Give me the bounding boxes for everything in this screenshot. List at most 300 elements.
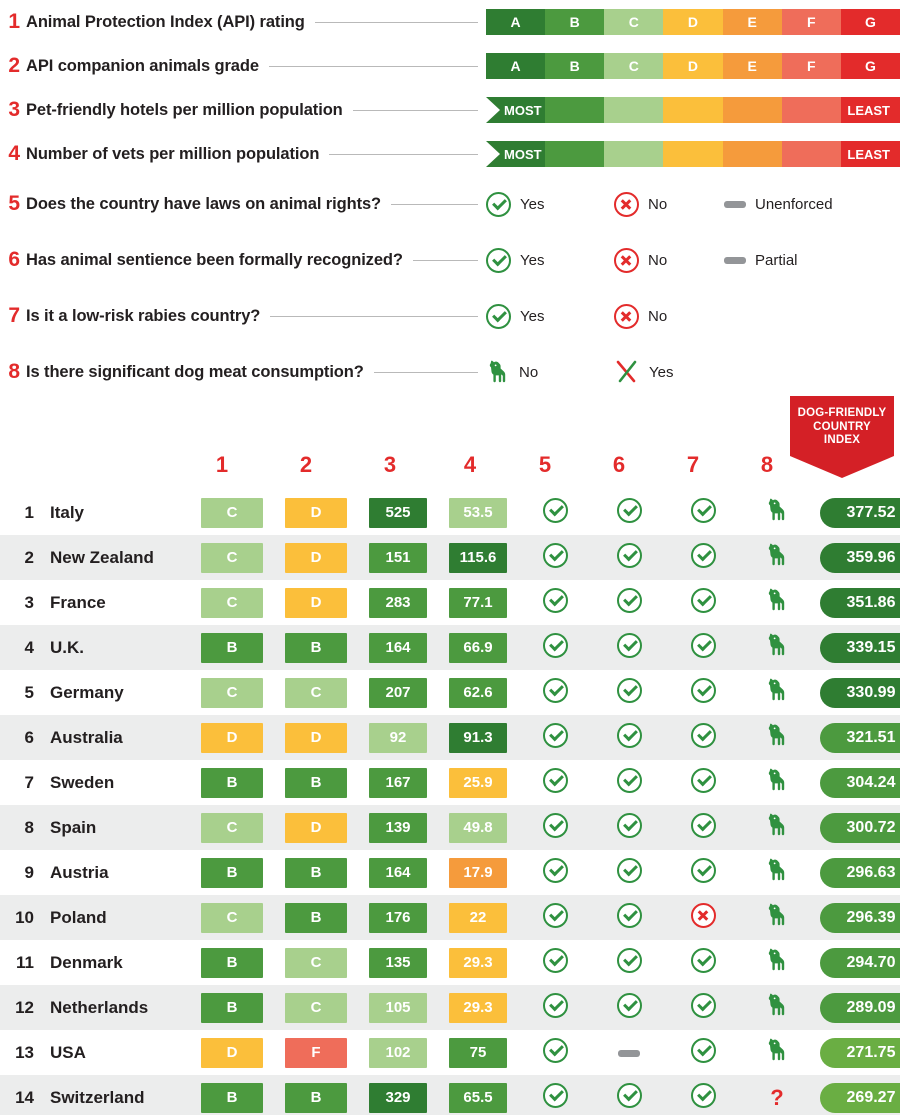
cell-vets: 29.3 <box>438 985 518 1030</box>
cell-vets: 75 <box>438 1030 518 1075</box>
cell-companion-grade: C <box>274 985 358 1030</box>
table-body <box>0 490 900 1115</box>
table-row <box>0 715 900 760</box>
dog-icon <box>765 812 789 838</box>
key-utensils <box>614 359 724 385</box>
cell-api-rating: C <box>190 805 274 850</box>
row-rank: 9 <box>24 862 34 882</box>
column-header-4: 4 <box>463 452 477 477</box>
cell-animal-rights-laws <box>518 805 592 850</box>
dog-icon <box>765 497 789 523</box>
check-circle-icon <box>691 1038 716 1063</box>
legend-rule <box>391 204 478 205</box>
dog-icon <box>765 992 789 1018</box>
check-circle-icon <box>617 858 642 883</box>
cell-dog-meat <box>740 625 814 670</box>
row-country: U.K. <box>50 637 84 657</box>
ramp-cell <box>545 141 604 167</box>
grade-cell-a: A <box>486 53 545 79</box>
cell-rabies <box>666 805 740 850</box>
row-country: France <box>50 592 106 612</box>
cell-pet-hotels: 525 <box>358 490 438 535</box>
check-circle-icon <box>691 678 716 703</box>
badge-line-2: COUNTRY <box>813 420 871 433</box>
legend-row-5 <box>0 176 900 232</box>
cell-dog-meat <box>740 1030 814 1075</box>
key-yes <box>486 192 614 217</box>
dog-icon <box>765 677 789 703</box>
cell-api-rating: B <box>190 1075 274 1115</box>
cell-api-rating: B <box>190 985 274 1030</box>
grade-cell-b: B <box>545 9 604 35</box>
cell-sentience <box>592 850 666 895</box>
legend-row-1 <box>0 0 900 44</box>
column-header-5: 5 <box>538 452 552 477</box>
cell-vets: 49.8 <box>438 805 518 850</box>
dash-icon <box>724 201 746 208</box>
cell-companion-grade: D <box>274 805 358 850</box>
check-circle-icon <box>543 813 568 838</box>
cell-companion-grade: B <box>274 850 358 895</box>
row-rank: 2 <box>24 547 34 567</box>
legend-rule <box>315 22 478 23</box>
key-no <box>614 304 724 329</box>
cell-vets: 65.5 <box>438 1075 518 1115</box>
ramp-cell <box>782 97 841 123</box>
cell-companion-grade: B <box>274 895 358 940</box>
legend-row-4 <box>0 132 900 176</box>
key-label: No <box>519 363 539 381</box>
ramp-cell <box>663 141 722 167</box>
cell-dog-meat <box>740 940 814 985</box>
legend-rule <box>413 260 478 261</box>
cell-animal-rights-laws <box>518 535 592 580</box>
grade-cell-a: A <box>486 9 545 35</box>
row-country: Denmark <box>50 952 123 972</box>
check-circle-icon <box>543 903 568 928</box>
legend-rule <box>270 316 478 317</box>
key-group-5 <box>486 192 900 217</box>
row-country: Germany <box>50 682 124 702</box>
table-row <box>0 940 900 985</box>
column-header-8: 8 <box>760 452 774 477</box>
cell-sentience <box>592 1030 666 1075</box>
check-circle-icon <box>617 498 642 523</box>
cell-vets: 17.9 <box>438 850 518 895</box>
check-circle-icon <box>691 633 716 658</box>
row-rank: 5 <box>24 682 34 702</box>
cell-animal-rights-laws <box>518 895 592 940</box>
dog-icon <box>765 632 789 658</box>
ramp-cell <box>663 97 722 123</box>
check-circle-icon <box>617 768 642 793</box>
cell-companion-grade: D <box>274 580 358 625</box>
cell-rabies <box>666 625 740 670</box>
cell-dog-meat <box>740 490 814 535</box>
cell-animal-rights-laws <box>518 490 592 535</box>
grade-cell-g: G <box>841 53 900 79</box>
grade-cell-g: G <box>841 9 900 35</box>
legend-number: 2 <box>8 54 20 77</box>
legend-number: 3 <box>8 98 20 121</box>
cell-index-score: 300.72 <box>814 805 900 850</box>
check-circle-icon <box>543 543 568 568</box>
cell-rabies <box>666 670 740 715</box>
grade-cell-c: C <box>604 9 663 35</box>
badge-line-1: DOG-FRIENDLY <box>797 407 887 419</box>
cell-rabies <box>666 985 740 1030</box>
cell-rabies <box>666 715 740 760</box>
cell-api-rating: B <box>190 940 274 985</box>
row-country: Australia <box>50 727 123 747</box>
cell-dog-meat <box>740 985 814 1030</box>
dog-icon <box>765 767 789 793</box>
key-label: Unenforced <box>755 195 833 213</box>
check-circle-icon <box>691 993 716 1018</box>
ranking-table <box>0 490 900 1115</box>
key-other <box>724 252 798 269</box>
x-circle-icon <box>614 192 639 217</box>
cell-api-rating: C <box>190 670 274 715</box>
legend-row-6 <box>0 232 900 288</box>
cell-dog-meat <box>740 895 814 940</box>
grade-cell-b: B <box>545 53 604 79</box>
dog-friendly-index-badge <box>790 396 894 478</box>
cell-animal-rights-laws <box>518 625 592 670</box>
cell-animal-rights-laws <box>518 850 592 895</box>
table-row <box>0 760 900 805</box>
ramp-cell <box>782 141 841 167</box>
cell-api-rating: C <box>190 895 274 940</box>
cell-pet-hotels: 105 <box>358 985 438 1030</box>
check-circle-icon <box>543 993 568 1018</box>
check-circle-icon <box>691 948 716 973</box>
row-country: Netherlands <box>50 997 149 1017</box>
check-circle-icon <box>617 678 642 703</box>
cell-animal-rights-laws <box>518 760 592 805</box>
table-row <box>0 985 900 1030</box>
dog-icon <box>765 1037 789 1063</box>
table-row <box>0 490 900 535</box>
cell-dog-meat <box>740 670 814 715</box>
ramp-cell <box>723 97 782 123</box>
cell-index-score: 296.63 <box>814 850 900 895</box>
grade-scale-companion <box>486 53 900 79</box>
cell-pet-hotels: 139 <box>358 805 438 850</box>
grade-cell-d: D <box>663 9 722 35</box>
cell-vets: 62.6 <box>438 670 518 715</box>
legend-number: 4 <box>8 142 20 165</box>
key-group-6 <box>486 248 900 273</box>
check-circle-icon <box>691 813 716 838</box>
cell-index-score: 296.39 <box>814 895 900 940</box>
row-rank: 10 <box>15 907 34 927</box>
cell-sentience <box>592 805 666 850</box>
table-row <box>0 1030 900 1075</box>
cell-api-rating: D <box>190 1030 274 1075</box>
cell-dog-meat <box>740 580 814 625</box>
cell-pet-hotels: 283 <box>358 580 438 625</box>
row-country: USA <box>50 1042 86 1062</box>
key-group-8 <box>486 359 900 385</box>
check-circle-icon <box>486 304 511 329</box>
table-row <box>0 670 900 715</box>
key-label: Yes <box>649 363 674 381</box>
cell-rabies <box>666 1030 740 1075</box>
key-label: Yes <box>520 195 545 213</box>
cell-sentience <box>592 940 666 985</box>
check-circle-icon <box>617 948 642 973</box>
table-row <box>0 1075 900 1115</box>
cell-index-score: 351.86 <box>814 580 900 625</box>
check-circle-icon <box>691 723 716 748</box>
cell-pet-hotels: 164 <box>358 625 438 670</box>
check-circle-icon <box>691 858 716 883</box>
check-circle-icon <box>543 588 568 613</box>
ramp-tag-least: LEAST <box>847 146 890 162</box>
column-header-7: 7 <box>686 452 700 477</box>
legend-row-8 <box>0 344 900 400</box>
cell-sentience <box>592 580 666 625</box>
column-headers <box>0 446 900 490</box>
cell-index-score: 321.51 <box>814 715 900 760</box>
check-circle-icon <box>617 543 642 568</box>
legend-label: Has animal sentience been formally recognized? <box>26 250 403 269</box>
dog-icon <box>765 947 789 973</box>
knife-fork-icon <box>614 359 640 385</box>
check-circle-icon <box>691 768 716 793</box>
row-country: Poland <box>50 907 107 927</box>
ramp-cell <box>723 141 782 167</box>
legend-rule <box>374 372 478 373</box>
cell-companion-grade: F <box>274 1030 358 1075</box>
dash-icon <box>618 1050 640 1057</box>
dog-icon <box>486 359 510 385</box>
cell-index-score: 339.15 <box>814 625 900 670</box>
row-country: Switzerland <box>50 1087 145 1107</box>
check-circle-icon <box>543 768 568 793</box>
legend-number: 5 <box>8 192 20 215</box>
ramp-scale-vets <box>486 141 900 167</box>
check-circle-icon <box>691 588 716 613</box>
cell-sentience <box>592 625 666 670</box>
cell-animal-rights-laws <box>518 1075 592 1115</box>
legend-rule <box>269 66 478 67</box>
key-label: Yes <box>520 251 545 269</box>
check-circle-icon <box>543 1083 568 1108</box>
cell-dog-meat <box>740 1075 814 1115</box>
cell-animal-rights-laws <box>518 670 592 715</box>
cell-companion-grade: B <box>274 625 358 670</box>
legend-label: API companion animals grade <box>26 56 259 75</box>
row-country: Italy <box>50 502 85 522</box>
cell-pet-hotels: 329 <box>358 1075 438 1115</box>
dog-icon <box>765 722 789 748</box>
row-rank: 14 <box>15 1087 34 1107</box>
row-country: Austria <box>50 862 109 882</box>
key-label: No <box>648 307 668 325</box>
check-circle-icon <box>617 588 642 613</box>
legend-row-3 <box>0 88 900 132</box>
cell-rabies <box>666 940 740 985</box>
key-label: No <box>648 251 668 269</box>
ramp-tag-most: MOST <box>504 102 542 118</box>
cell-animal-rights-laws <box>518 580 592 625</box>
row-rank: 3 <box>24 592 34 612</box>
cell-api-rating: C <box>190 535 274 580</box>
grade-scale-api <box>486 9 900 35</box>
check-circle-icon <box>691 1083 716 1108</box>
cell-api-rating: C <box>190 490 274 535</box>
ramp-tag-least: LEAST <box>847 102 890 118</box>
cell-rabies <box>666 850 740 895</box>
row-rank: 7 <box>24 772 34 792</box>
cell-pet-hotels: 92 <box>358 715 438 760</box>
cell-companion-grade: B <box>274 1075 358 1115</box>
key-label: Yes <box>520 307 545 325</box>
check-circle-icon <box>691 498 716 523</box>
check-circle-icon <box>543 948 568 973</box>
cell-rabies <box>666 580 740 625</box>
cell-api-rating: B <box>190 625 274 670</box>
key-other <box>724 196 833 213</box>
legend-number: 1 <box>8 10 20 33</box>
x-circle-icon <box>614 304 639 329</box>
dog-icon <box>765 902 789 928</box>
check-circle-icon <box>617 633 642 658</box>
cell-sentience <box>592 985 666 1030</box>
check-circle-icon <box>543 633 568 658</box>
row-rank: 11 <box>16 952 34 972</box>
cell-index-score: 377.52 <box>814 490 900 535</box>
x-circle-icon <box>691 903 716 928</box>
cell-api-rating: C <box>190 580 274 625</box>
cell-vets: 115.6 <box>438 535 518 580</box>
cell-companion-grade: C <box>274 940 358 985</box>
cell-vets: 22 <box>438 895 518 940</box>
cell-index-score: 330.99 <box>814 670 900 715</box>
cell-companion-grade: D <box>274 715 358 760</box>
legend-number: 8 <box>8 360 20 383</box>
check-circle-icon <box>617 813 642 838</box>
table-row <box>0 535 900 580</box>
row-rank: 6 <box>24 727 34 747</box>
cell-rabies <box>666 535 740 580</box>
legend-label: Is there significant dog meat consumption? <box>26 362 364 381</box>
key-label: No <box>648 195 668 213</box>
badge-body <box>790 396 894 456</box>
cell-sentience <box>592 895 666 940</box>
row-rank: 13 <box>15 1042 34 1062</box>
dog-icon <box>765 587 789 613</box>
key-no <box>614 192 724 217</box>
key-group-7 <box>486 304 900 329</box>
cell-dog-meat <box>740 805 814 850</box>
key-yes <box>486 248 614 273</box>
legend-label: Does the country have laws on animal rights? <box>26 194 382 213</box>
grade-cell-f: F <box>782 9 841 35</box>
cell-pet-hotels: 207 <box>358 670 438 715</box>
cell-index-score: 289.09 <box>814 985 900 1030</box>
cell-sentience <box>592 1075 666 1115</box>
row-rank: 12 <box>15 997 34 1017</box>
legend-row-2 <box>0 44 900 88</box>
cell-companion-grade: D <box>274 535 358 580</box>
row-rank: 1 <box>24 502 34 522</box>
x-circle-icon <box>614 248 639 273</box>
legend-rule <box>329 154 478 155</box>
grade-cell-e: E <box>723 53 782 79</box>
legend-label: Pet-friendly hotels per million population <box>26 100 343 119</box>
check-circle-icon <box>486 248 511 273</box>
cell-sentience <box>592 760 666 805</box>
check-circle-icon <box>691 543 716 568</box>
cell-animal-rights-laws <box>518 1030 592 1075</box>
key-yes <box>486 304 614 329</box>
legend-rule <box>353 110 478 111</box>
cell-pet-hotels: 167 <box>358 760 438 805</box>
ramp-scale-hotels <box>486 97 900 123</box>
cell-api-rating: D <box>190 715 274 760</box>
cell-api-rating: B <box>190 760 274 805</box>
row-country: New Zealand <box>50 547 154 567</box>
cell-rabies <box>666 760 740 805</box>
cell-dog-meat <box>740 760 814 805</box>
cell-index-score: 271.75 <box>814 1030 900 1075</box>
table-row <box>0 895 900 940</box>
row-country: Sweden <box>50 772 115 792</box>
cell-rabies <box>666 1075 740 1115</box>
check-circle-icon <box>543 858 568 883</box>
cell-index-score: 294.70 <box>814 940 900 985</box>
cell-pet-hotels: 102 <box>358 1030 438 1075</box>
table-row <box>0 580 900 625</box>
cell-dog-meat <box>740 535 814 580</box>
cell-vets: 53.5 <box>438 490 518 535</box>
cell-rabies <box>666 490 740 535</box>
column-header-6: 6 <box>612 452 626 477</box>
legend-label: Number of vets per million population <box>26 144 320 163</box>
cell-pet-hotels: 164 <box>358 850 438 895</box>
row-country: Spain <box>50 817 97 837</box>
table-row <box>0 850 900 895</box>
legend-label: Animal Protection Index (API) rating <box>26 12 305 31</box>
cell-animal-rights-laws <box>518 985 592 1030</box>
check-circle-icon <box>617 1083 642 1108</box>
table-row <box>0 625 900 670</box>
key-dog <box>486 359 614 385</box>
dash-icon <box>724 257 746 264</box>
legend-section <box>0 0 900 400</box>
column-header-2: 2 <box>299 452 313 477</box>
cell-index-score: 359.96 <box>814 535 900 580</box>
cell-vets: 29.3 <box>438 940 518 985</box>
ranking-table-section <box>0 446 900 1115</box>
dog-icon <box>765 542 789 568</box>
cell-rabies <box>666 895 740 940</box>
badge-line-3: INDEX <box>823 434 861 446</box>
row-rank: 8 <box>24 817 34 837</box>
cell-companion-grade: B <box>274 760 358 805</box>
check-circle-icon <box>543 678 568 703</box>
cell-sentience <box>592 715 666 760</box>
cell-companion-grade: D <box>274 490 358 535</box>
cell-pet-hotels: 135 <box>358 940 438 985</box>
cell-vets: 91.3 <box>438 715 518 760</box>
cell-vets: 77.1 <box>438 580 518 625</box>
check-circle-icon <box>543 498 568 523</box>
cell-dog-meat <box>740 715 814 760</box>
